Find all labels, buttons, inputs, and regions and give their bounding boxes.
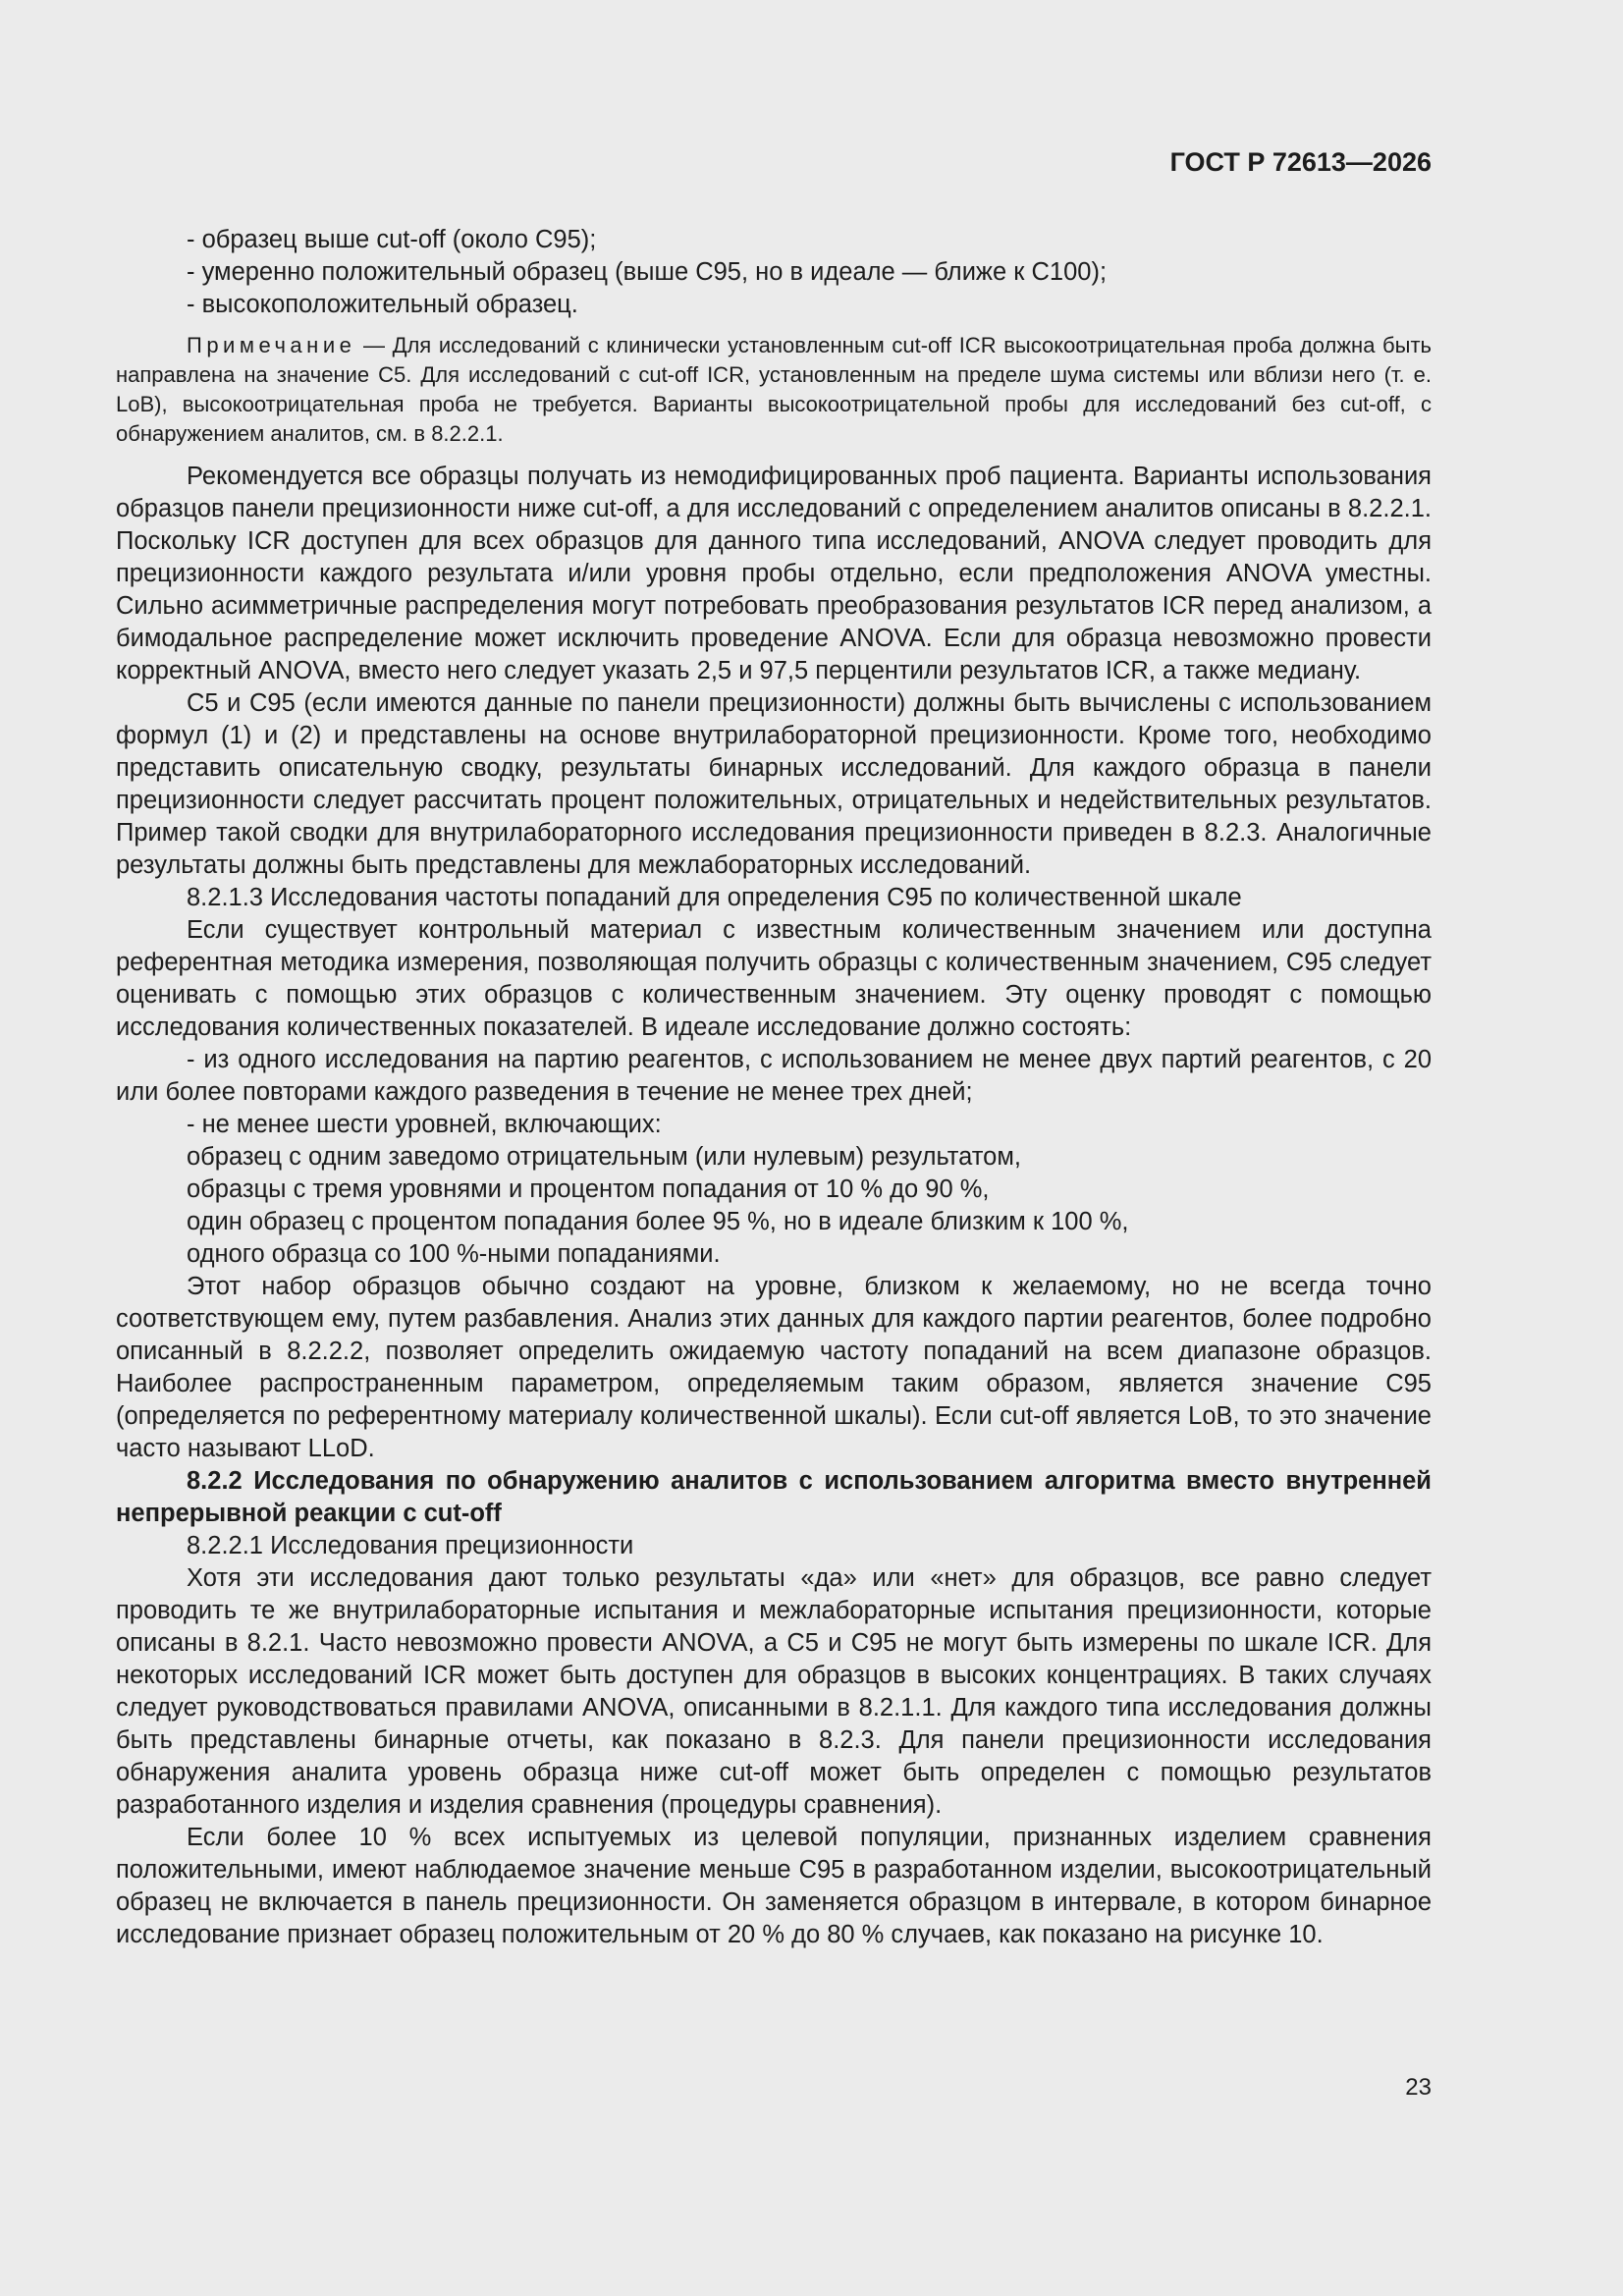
list-item: - высокоположительный образец.: [187, 291, 578, 318]
note-label: Примечание: [187, 333, 356, 357]
note-text: — Для исследований с клинически установленным cut-off ICR высокоотрицательная проба должна быть направлена на значение С5. Для исследований с cut-off ICR, установленным на пределе шума системы или вблизи него (т. е. LoB), высокоотрицательная проба не требуется. Варианты высокоотрицательной пробы для исследований без cut-off, с обнаружением аналитов, см. в 8.2.2.1.: [116, 333, 1432, 446]
subsection-heading-8-2-1-3: 8.2.1.3 Исследования частоты попаданий для определения С95 по количественной шкале: [187, 884, 1242, 911]
paragraph: С5 и С95 (если имеются данные по панели прецизионности) должны быть вычислены с использованием формул (1) и (2) и представлены на основе внутрилабораторной прецизионности. Кроме того, необходимо представить описательную сводку, результаты бинарных исследований. Для каждого образца в панели прецизионности следует рассчитать процент положительных, отрицательных и недействительных результатов. Пример такой сводки для внутрилабораторного исследования прецизионности приведен в 8.2.3. Аналогичные результаты должны быть представлены для межлабораторных исследований.: [116, 689, 1432, 879]
note: [116, 331, 1432, 449]
paragraph: Рекомендуется все образцы получать из немодифицированных проб пациента. Варианты использования образцов панели прецизионности ниже cut-off, а для исследований с определением аналитов описаны в 8.2.2.1. Поскольку ICR доступен для всех образцов для данного типа исследований, ANOVA следует проводить для прецизионности каждого результата и/или уровня пробы отдельно, если предположения ANOVA уместны. Сильно асимметричные распределения могут потребовать преобразования результатов ICR перед анализом, а бимодальное распределение может исключить проведение ANOVA. Если для образца невозможно провести корректный ANOVA, вместо него следует указать 2,5 и 97,5 перцентили результатов ICR, а также медиану.: [116, 463, 1432, 684]
paragraph: Этот набор образцов обычно создают на уровне, близком к желаемому, но не всегда точно соответствующем ему, путем разбавления. Анализ этих данных для каждого партии реагентов, более подробно описанный в 8.2.2.2, позволяет определить ожидаемую частоту попаданий на всем диапазоне образцов. Наиболее распространенным параметром, определяемым таким образом, является значение С95 (определяется по референтному материалу количественной шкалы). Если cut-off является LoB, то это значение часто называют LLoD.: [116, 1273, 1432, 1462]
paragraph: Хотя эти исследования дают только результаты «да» или «нет» для образцов, все равно следует проводить те же внутрилабораторные испытания и межлабораторные испытания прецизионности, которые описаны в 8.2.1. Часто невозможно провести ANOVA, а С5 и С95 не могут быть измерены по шкале ICR. Для некоторых исследований ICR может быть доступен для образцов в высоких концентрациях. В таких случаях следует руководствоваться правилами ANOVA, описанными в 8.2.1.1. Для каждого типа исследования должны быть представлены бинарные отчеты, как показано в 8.2.3. Для панели прецизионности исследования обнаружения аналита уровень образца ниже cut-off может быть определен с помощью результатов разработанного изделия и изделия сравнения (процедуры сравнения).: [116, 1564, 1432, 1819]
paragraph: Если существует контрольный материал с известным количественным значением или доступна референтная методика измерения, позволяющая получить образцы с количественным значением, С95 следует оценивать с помощью этих образцов с количественным значением. Эту оценку проводят с помощью исследования количественных показателей. В идеале исследование должно состоять:: [116, 916, 1432, 1041]
list-item: - из одного исследования на партию реагентов, с использованием не менее двух партий реагентов, с 20 или более повторами каждого разведения в течение не менее трех дней;: [116, 1046, 1432, 1106]
sublist-item: один образец с процентом попадания более 95 %, но в идеале близким к 100 %,: [187, 1208, 1129, 1235]
section-heading-8-2-2: 8.2.2 Исследования по обнаружению аналитов с использованием алгоритма вместо внутренней непрерывной реакции с cut-off: [116, 1467, 1432, 1527]
list-item: - умеренно положительный образец (выше С95, но в идеале — ближе к С100);: [187, 258, 1108, 286]
document-header: ГОСТ Р 72613—2026: [1169, 147, 1432, 177]
page-content: [116, 224, 1432, 1951]
list-item: - не менее шести уровней, включающих:: [187, 1111, 662, 1138]
sublist-item: образец с одним заведомо отрицательным (или нулевым) результатом,: [187, 1143, 1021, 1171]
list-item: - образец выше cut-off (около С95);: [187, 226, 597, 253]
subsection-heading-8-2-2-1: 8.2.2.1 Исследования прецизионности: [187, 1532, 634, 1559]
page-number: 23: [1405, 2074, 1432, 2101]
sublist-item: одного образца со 100 %-ными попаданиями.: [187, 1240, 721, 1268]
paragraph: Если более 10 % всех испытуемых из целевой популяции, признанных изделием сравнения положительными, имеют наблюдаемое значение меньше С95 в разработанном изделии, высокоотрицательный образец не включается в панель прецизионности. Он заменяется образцом в интервале, в котором бинарное исследование признает образец положительным от 20 % до 80 % случаев, как показано на рисунке 10.: [116, 1824, 1432, 1948]
sublist-item: образцы с тремя уровнями и процентом попадания от 10 % до 90 %,: [187, 1175, 990, 1203]
